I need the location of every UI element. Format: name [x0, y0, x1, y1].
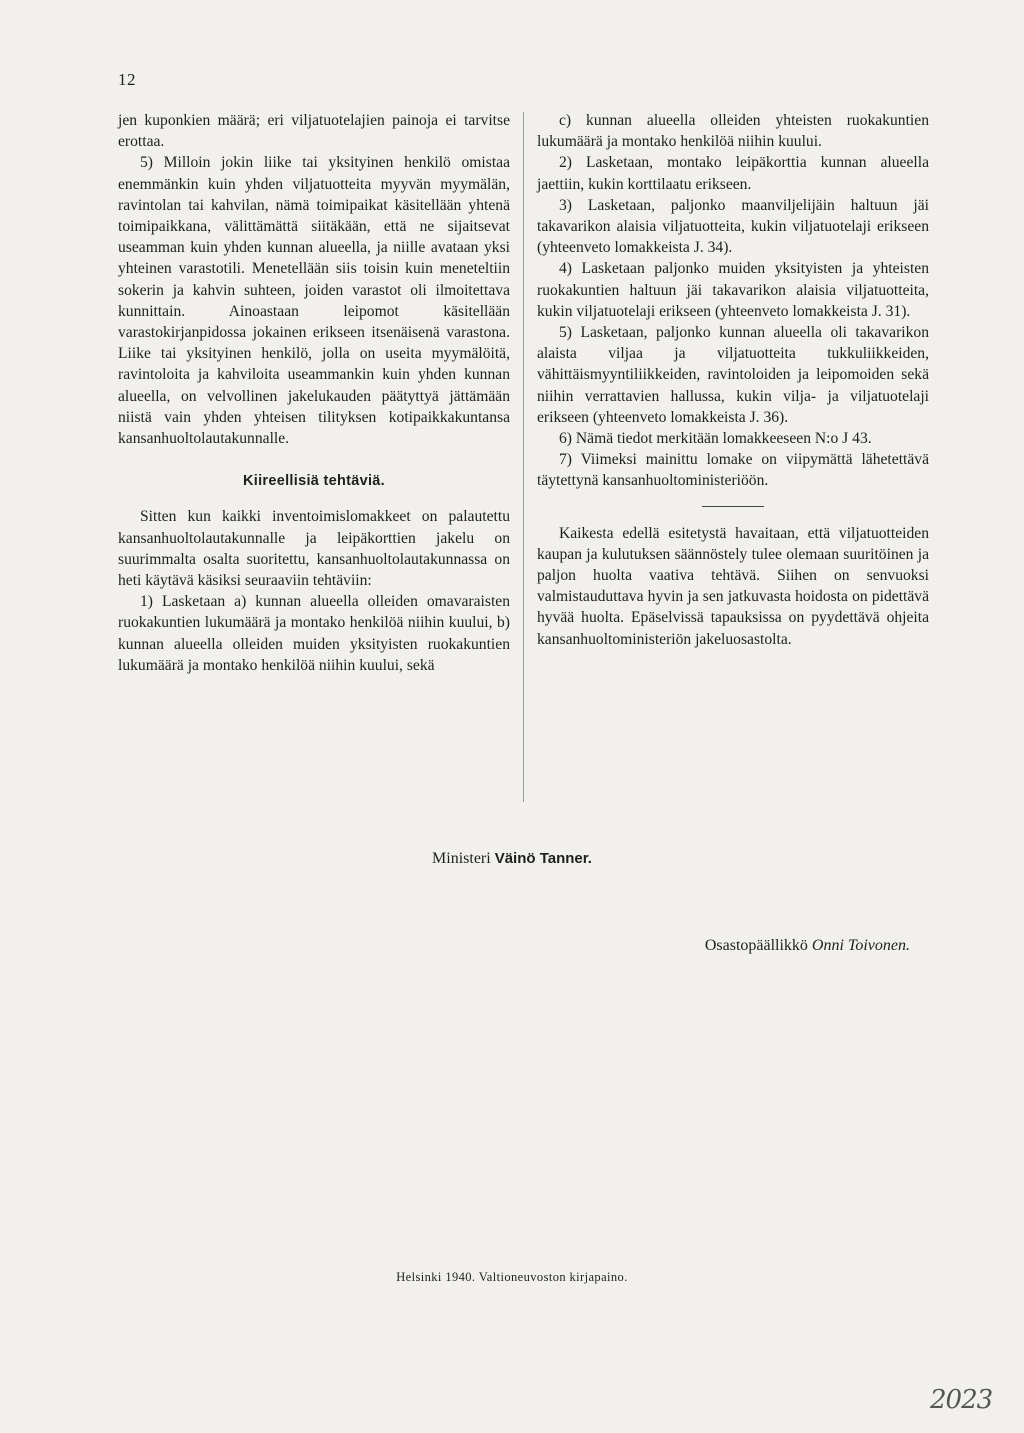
minister-name: Väinö Tanner.: [494, 850, 592, 867]
page-number: 12: [118, 70, 136, 89]
section-heading: Kiireellisiä tehtäviä.: [243, 473, 385, 490]
paragraph-task-1c: c) kunnan alueella olleiden yhteisten ruokakuntien lukumäärä ja montako henkilöä niihin kuului.: [537, 112, 929, 151]
paragraph-task-7: 7) Viimeksi mainittu lomake on viipymättä lähetettävä täytettynä kansanhuoltoministeriöön.: [537, 451, 929, 490]
paragraph-item-5: 5) Milloin jokin liike tai yksityinen henkilö omistaa enemmänkin kuin yhden viljatuotteita myyvän myymälän, ravintolan tai kahvilan, nämä toimipaikat käsitellään yhtenä toimipaikkana, välittämättä siitäkään, että ne sijaitsevat useamman kuin yhden kunnan alueella, ja niille avataan yksi yhteinen varastotili. Menetellään siis toisin kuin meneteltiin sokerin ja kahvin suhteen, joiden varastot oli ilmoitettava kunnittain. Ainoastaan leipomot käsitellään varastokirjanpidossa jokainen erikseen itsenäisenä varastona. Liike tai yksityinen henkilö, jolla on useita myymälöitä, ravintoloita ja kahviloita useammankin kuin yhden kunnan alueella, on velvollinen jakelukauden päätyttyä jättämään niistä vain yhden yhteisen tilityksen kotipaikkakuntansa kansanhuoltolautakunnalle.: [118, 154, 510, 448]
paragraph-task-4: 4) Lasketaan paljonko muiden yksityisten ja yhteisten ruokakuntien haltuun jäi takavarikon alaisia viljatuotteita, kukin viljatuotelaji erikseen (yhteenveto lomakkeista J. 31).: [537, 260, 929, 320]
minister-signature: [0, 850, 1024, 868]
right-column: [537, 110, 929, 650]
colophon: Helsinki 1940. Valtioneuvoston kirjapaino.: [396, 1270, 628, 1284]
paragraph-task-3: 3) Lasketaan, paljonko maanviljelijäin haltuun jäi takavarikon alaisia viljatuotteita, kukin viljatuotelaji erikseen (yhteenveto lomakkeista J. 34).: [537, 196, 929, 257]
department-head-name: Onni Toivonen.: [811, 937, 910, 954]
paragraph-continuation: jen kuponkien määrä; eri viljatuotelajien painoja ei tarvitse erottaa.: [118, 112, 510, 151]
paragraph-task-2: 2) Lasketaan, montako leipäkorttia kunnan alueella jaettiin, kukin korttilaatu erikseen.: [537, 154, 929, 193]
department-head-signature: [705, 937, 910, 955]
paragraph-task-5: 5) Lasketaan, paljonko kunnan alueella oli takavarikon alaista viljaa ja viljatuotteita tukkuliikkeiden, vähittäismyyntiliikkeiden, ravintoloiden ja leipomoiden sekä niihin verrattavien hallussa, kukin vilja- ja viljatuotelaji erikseen (yhteenveto lomakkeista J. 36).: [537, 324, 929, 426]
minister-title: Ministeri: [432, 850, 491, 867]
left-column: [118, 110, 510, 676]
paragraph-intro-tasks: Sitten kun kaikki inventoimislomakkeet on palautettu kansanhuoltolautakunnalle ja leipäkorttien jakelu on suurimmalta osalta suoritettu, kansanhuoltolautakunnassa on heti käytävä käsiksi seuraaviin tehtäviin:: [118, 508, 510, 590]
department-head-title: Osastopäällikkö: [704, 937, 808, 954]
section-rule: [702, 506, 764, 507]
paragraph-conclusion: Kaikesta edellä esitetystä havaitaan, että viljatuotteiden kaupan ja kulutuksen säännöstely tulee olemaan suuritöinen ja paljon huolta vaativa tehtävä. Siihen on senvuoksi valmistauduttava hyvin ja sen jatkuvasta hoidosta on pidettävä hyvää huolta. Epäselvissä tapauksissa on pyydettävä ohjeita kansanhuoltoministeriön jakeluosastolta.: [537, 524, 929, 648]
paragraph-task-6: 6) Nämä tiedot merkitään lomakkeeseen N:o J 43.: [559, 430, 872, 448]
paragraph-task-1: 1) Lasketaan a) kunnan alueella olleiden omavaraisten ruokakuntien lukumäärä ja montako henkilöä niihin kuului, b) kunnan alueella olleiden muiden yksityisten ruokakuntien lukumäärä ja montako henkilöä niihin kuului, sekä: [118, 593, 510, 674]
column-divider: [523, 112, 524, 802]
archive-handwritten-mark: 2023: [930, 1385, 993, 1415]
